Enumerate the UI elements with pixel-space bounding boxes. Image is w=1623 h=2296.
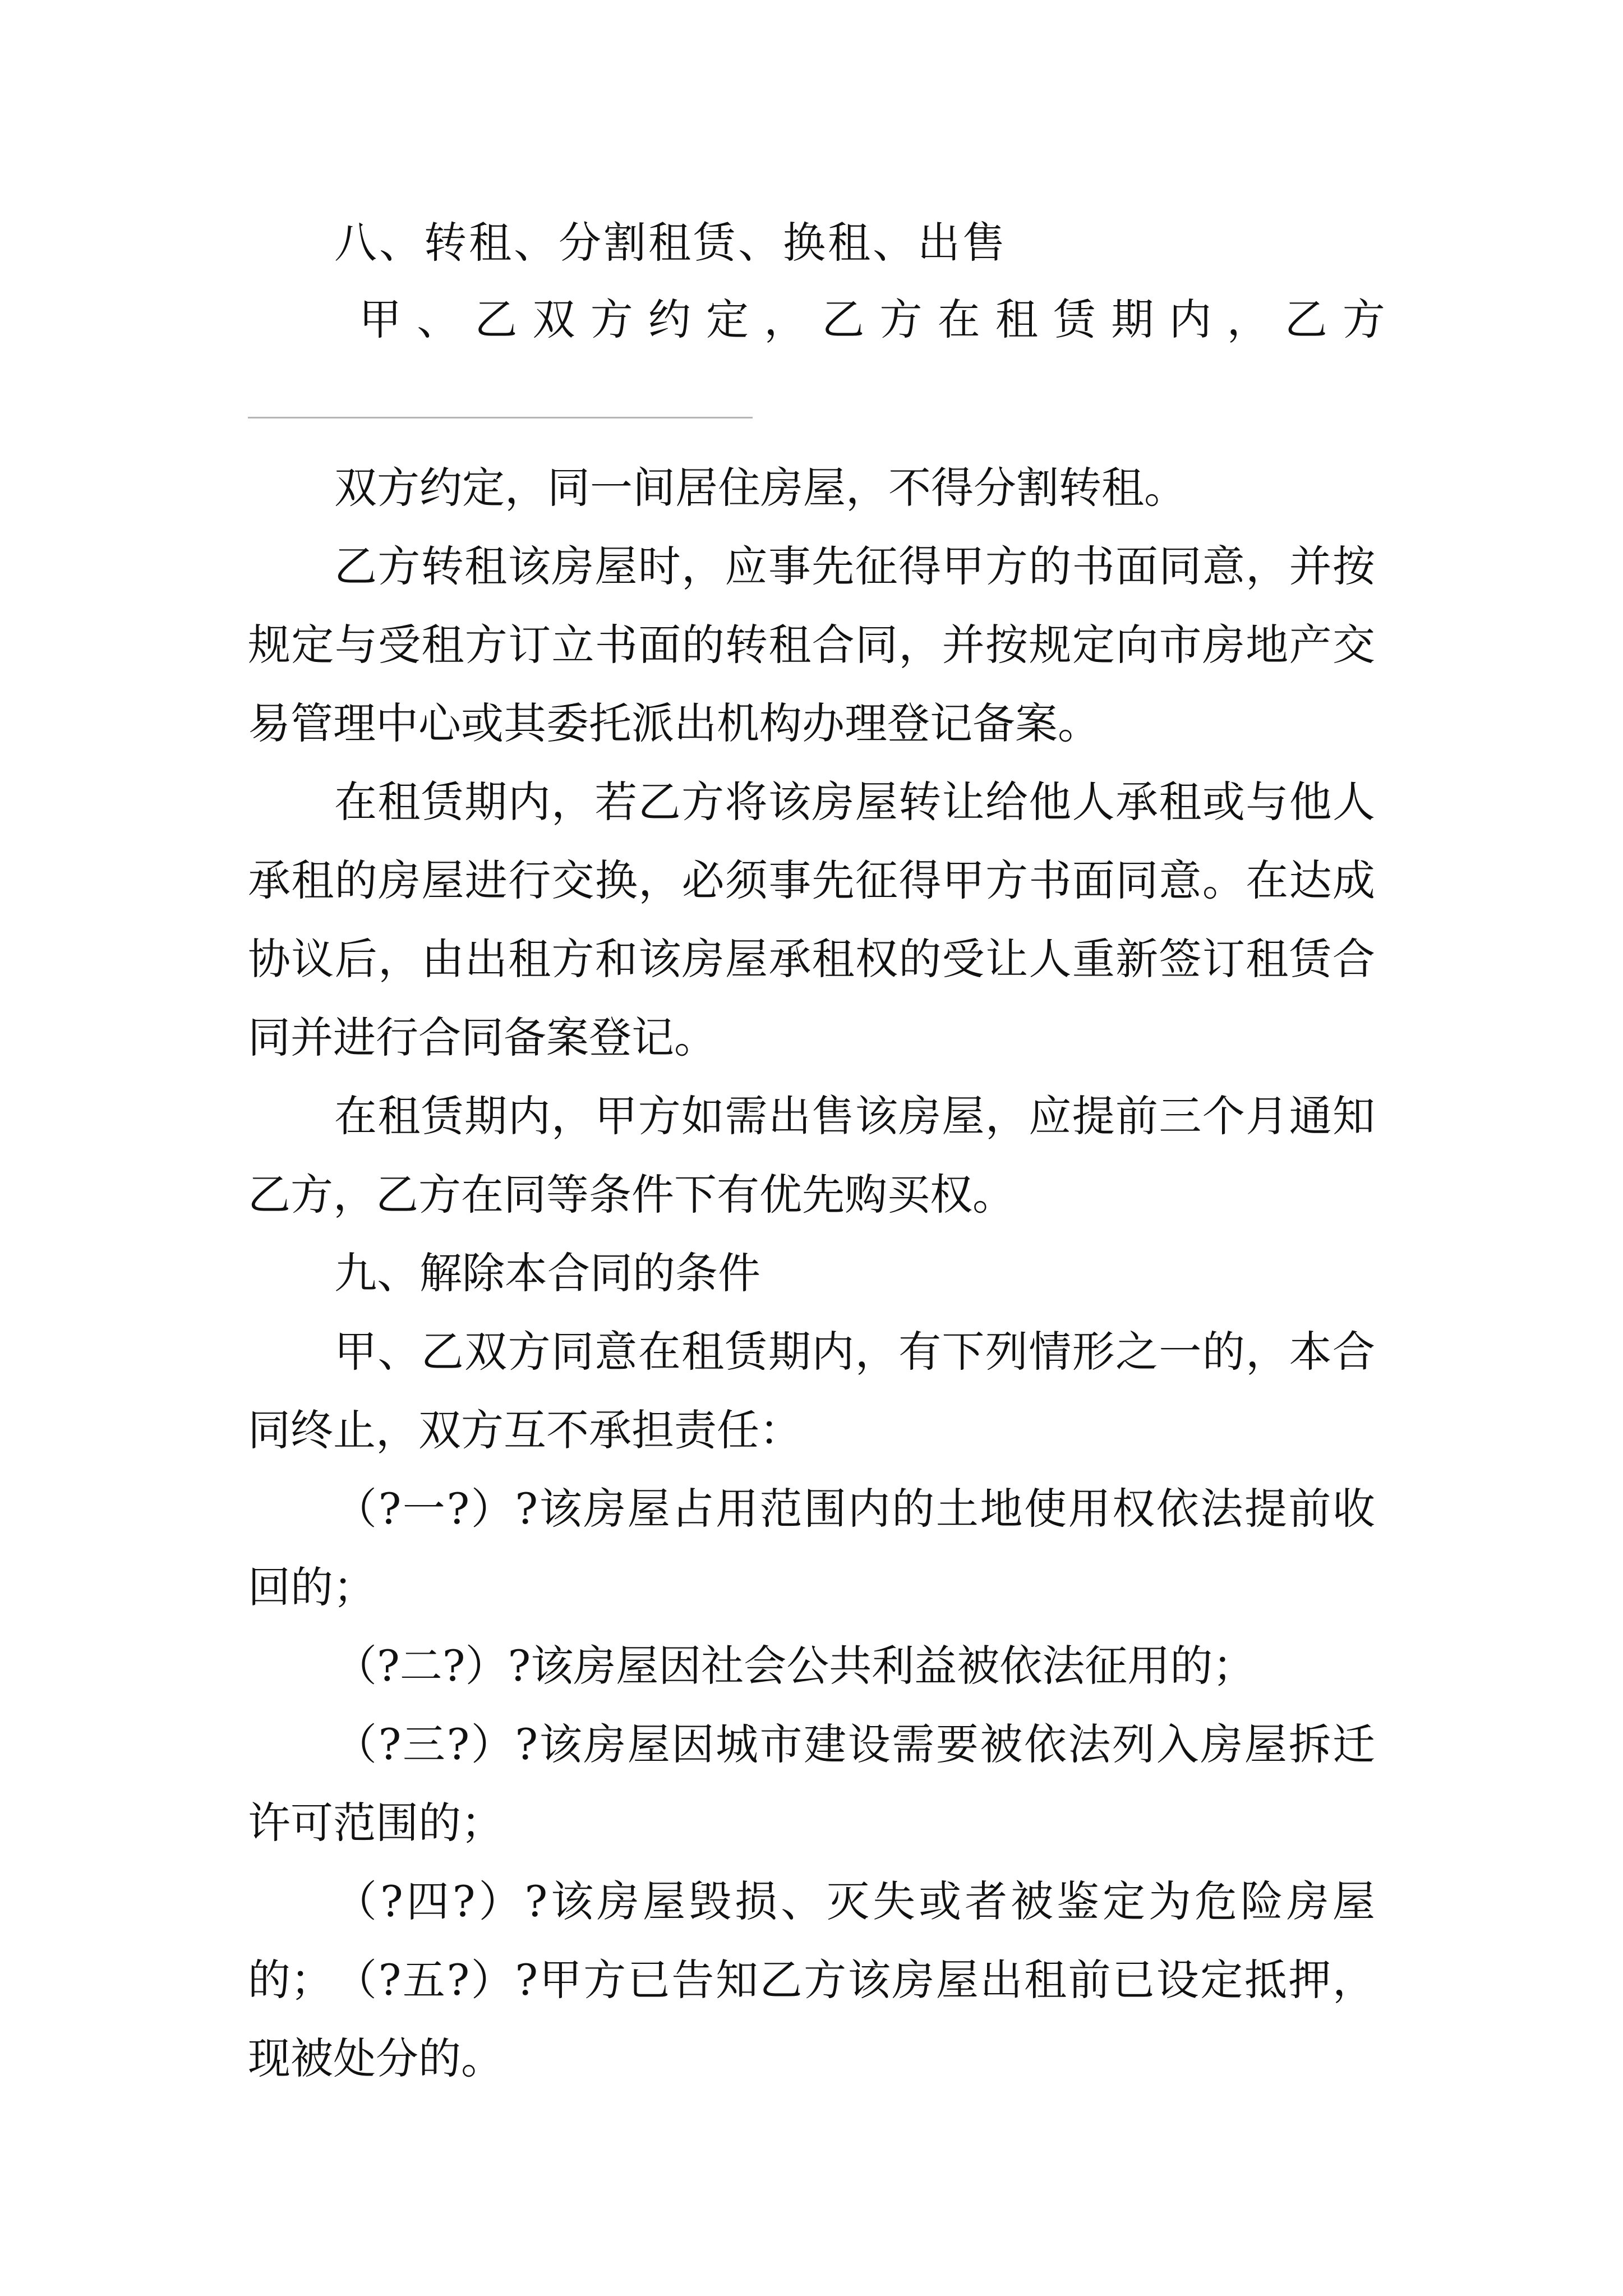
spaced-char: 方 — [879, 295, 923, 344]
spaced-text-line — [359, 295, 1385, 344]
paragraph-no-split-sublet: 双方约定，同一间居住房屋，不得分割转租。 — [334, 463, 1187, 513]
spaced-char: 方 — [1342, 295, 1385, 344]
spaced-char: ， — [764, 295, 807, 344]
spaced-char: 甲 — [359, 295, 402, 344]
spaced-char: 乙 — [822, 295, 865, 344]
spaced-char: 期 — [1111, 295, 1154, 344]
paragraph-transfer-exchange: 在租赁期内，若乙方将该房屋转让给他人承租或与他人承租的房屋进行交换，必须事先征得甲方书面同意。在达成协议后，由出租方和该房屋承租权的受让人重新签订租赁合同并进行合同备案登记。 — [248, 777, 1375, 1062]
section-8-heading: 八、转租、分割租赁、换租、出售 — [334, 218, 1007, 268]
list-item-3: （?三?）?该房屋因城市建设需要被依法列入房屋拆迁许可范围的； — [248, 1719, 1375, 1848]
list-item-4: （?四?）?该房屋毁损、灭失或者被鉴定为危险房屋的； — [248, 1876, 1375, 2005]
spaced-char: 双 — [532, 295, 575, 344]
spaced-char: 、 — [417, 295, 460, 344]
spaced-char: 租 — [995, 295, 1038, 344]
spaced-char: 内 — [1169, 295, 1212, 344]
spaced-char: 乙 — [1284, 295, 1327, 344]
list-item-2: （?二?）?该房屋因社会公共利益被依法征用的； — [334, 1641, 1256, 1691]
spaced-char: 在 — [937, 295, 980, 344]
paragraph-sublet-consent: 乙方转租该房屋时，应事先征得甲方的书面同意，并按规定与受租方订立书面的转租合同，并按规定向市房地产交易管理中心或其委托派出机构办理登记备案。 — [248, 541, 1375, 748]
section-9-heading: 九、解除本合同的条件 — [334, 1248, 760, 1298]
spaced-char: 方 — [590, 295, 633, 344]
paragraph-sale-notice: 在租赁期内，甲方如需出售该房屋，应提前三个月通知乙方，乙方在同等条件下有优先购买权。 — [248, 1091, 1375, 1220]
spaced-char: 乙 — [474, 295, 518, 344]
spaced-char: 定 — [706, 295, 749, 344]
paragraph-termination-conditions: 甲、乙双方同意在租赁期内，有下列情形之一的，本合同终止，双方互不承担责任： — [248, 1327, 1375, 1455]
spaced-char: 赁 — [1053, 295, 1096, 344]
spaced-char: ， — [1227, 295, 1270, 344]
divider-rule — [248, 417, 753, 418]
list-item-5: （?五?）?甲方已告知乙方该房屋出租前已设定抵押，现被处分的。 — [248, 1955, 1375, 2083]
list-item-1: （?一?）?该房屋占用范围内的土地使用权依法提前收回的； — [248, 1484, 1375, 1612]
spaced-char: 约 — [648, 295, 691, 344]
